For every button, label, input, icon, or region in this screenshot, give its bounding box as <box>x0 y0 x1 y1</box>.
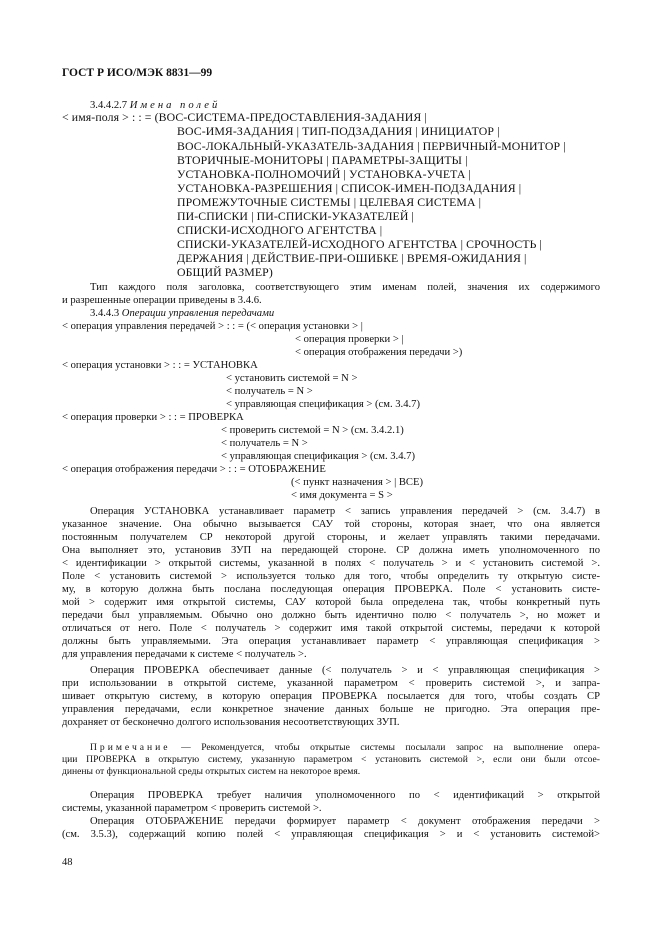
paragraph-line: му, в которую должна быть послана последующая операция ПРОВЕРКА. Поле < установить систе- <box>62 584 600 595</box>
paragraph-line: должны быть управляемыми. Эта операция устанавливает параметр < управляющая спецификация > <box>62 636 600 647</box>
paragraph-line: при использовании в открытой системе, указанной параметром < проверить системой >, и запра- <box>62 678 600 689</box>
section-title: Операции управления передачами <box>121 308 275 319</box>
grammar-line: УСТАНОВКА-ПОЛНОМОЧИЙ | УСТАНОВКА-УЧЕТА | <box>177 167 472 181</box>
paragraph-line: дохраняет от бесконечно долгого использования несоответствующих ЗУП. <box>62 717 400 728</box>
grammar-line: УСТАНОВКА-РАЗРЕШЕНИЯ | СПИСОК-ИМЕН-ПОДЗАДАНИЯ | <box>177 181 522 195</box>
grammar-line: < управляющая спецификация > (см. 3.4.7) <box>221 451 415 462</box>
page-number: 48 <box>62 857 73 868</box>
grammar-line: < установить системой = N > <box>226 373 358 384</box>
section-heading-transfer-ops <box>90 307 274 320</box>
grammar-line: < операция проверки > : : = ПРОВЕРКА <box>62 412 244 423</box>
section-number: 3.4.4.3 <box>90 308 120 319</box>
paragraph-line: Операция ПРОВЕРКА требует наличия уполномоченного по < идентификаций > открытой <box>90 790 600 801</box>
grammar-line: < получатель = N > <box>226 386 313 397</box>
grammar-line: ДЕРЖАНИЯ | ДЕЙСТВИЕ-ПРИ-ОШИБКЕ | ВРЕМЯ-ОЖИДАНИЯ | <box>177 251 527 265</box>
paragraph-line: Она выполняет это, установив ЗУП на передающей стороне. СР должна иметь уполномоченного по <box>62 545 600 556</box>
page-header: ГОСТ Р ИСО/МЭК 8831—99 <box>62 67 213 79</box>
grammar-line: ПРОМЕЖУТОЧНЫЕ СИСТЕМЫ | ЦЕЛЕВАЯ СИСТЕМА | <box>177 195 482 209</box>
grammar-line: < имя-поля > : : = (ВОС-СИСТЕМА-ПРЕДОСТАВЛЕНИЯ-ЗАДАНИЯ | <box>62 110 427 124</box>
grammar-line: < имя документа = S > <box>291 490 393 501</box>
grammar-line: СПИСКИ-УКАЗАТЕЛЕЙ-ИСХОДНОГО АГЕНТСТВА | СРОЧНОСТЬ | <box>177 237 543 251</box>
note-line: динены от функциональной среды открытых систем на некоторое время. <box>62 766 361 777</box>
note-text: — Рекомендуется, чтобы открытые системы посылали запрос на выполнение опера- <box>181 742 600 753</box>
grammar-line: < операция проверки > | <box>295 334 404 345</box>
paragraph-line: системы, указанной параметром < проверить системой >. <box>62 803 322 814</box>
paragraph-line: управления передачами, если конкретное значение данных больше не пригодно. Эта операция пре- <box>62 704 600 715</box>
grammar-line: ВОС-ЛОКАЛЬНЫЙ-УКАЗАТЕЛЬ-ЗАДАНИЯ | ПЕРВИЧНЫЙ-МОНИТОР | <box>177 139 566 153</box>
paragraph-line: < идентификации > открытой системы, указанной в полях < получатель > и < установить системой >. <box>62 558 600 569</box>
paragraph-line: Операция УСТАНОВКА устанавливает параметр < запись управления передачей > (см. 3.4.7) в <box>90 506 600 517</box>
grammar-line: < получатель = N > <box>221 438 308 449</box>
grammar-line: ОБЩИЙ РАЗМЕР) <box>177 265 273 279</box>
grammar-line: < управляющая спецификация > (см. 3.4.7) <box>226 399 420 410</box>
paragraph-line: Операция ПРОВЕРКА обеспечивает данные (< получатель > и < управляющая спецификация > <box>90 665 600 676</box>
paragraph-line: и разрешенные операции приведены в 3.4.6. <box>62 295 262 306</box>
paragraph-line: мой > содержит имя открытой системы, САУ которой была определена так, чтобы конкретный путь <box>62 597 600 608</box>
grammar-line: СПИСКИ-ИСХОДНОГО АГЕНТСТВА | <box>177 223 383 237</box>
paragraph-line: Поле < установить системой > используется только для того, чтобы определить ту открытую систе- <box>62 571 600 582</box>
paragraph-line: отличаться от него. Поле < получатель > содержит имя такой открытой системы, передачи к которой <box>62 623 600 634</box>
paragraph-line: (см. 3.5.3), содержащий копию полей < управляющая спецификация > и < установить системой> <box>62 829 600 840</box>
grammar-line: < операция управления передачей > : : = (< операция установки > | <box>62 321 363 332</box>
grammar-line: ВТОРИЧНЫЕ-МОНИТОРЫ | ПАРАМЕТРЫ-ЗАЩИТЫ | <box>177 153 468 167</box>
section-title: Имена полей <box>129 100 221 111</box>
grammar-line: (< пункт назначения > | ВСЕ) <box>291 477 423 488</box>
grammar-line: < проверить системой = N > (см. 3.4.2.1) <box>221 425 404 436</box>
note-line <box>90 742 600 754</box>
note-label: Примечание <box>90 742 171 753</box>
grammar-line: < операция установки > : : = УСТАНОВКА <box>62 360 258 371</box>
paragraph-line: шивает открытую систему, в которую операция ПРОВЕРКА посылается для того, чтобы создать СР <box>62 691 600 702</box>
paragraph-line: Операция ОТОБРАЖЕНИЕ передачи формирует параметр < документ отображения передачи > <box>90 816 600 827</box>
paragraph-line: передачи был управляемым. Обычно оно должно быть идентично полю < получатель >, но может и <box>62 610 600 621</box>
section-number: 3.4.4.2.7 <box>90 100 128 111</box>
grammar-line: < операция отображения передачи > : : = ОТОБРАЖЕНИЕ <box>62 464 326 475</box>
grammar-line: < операция отображения передачи >) <box>295 347 463 358</box>
paragraph-line: для управления передачами к системе < получатель >. <box>62 649 307 660</box>
paragraph-line: указанное значение. Она обычно вызывается САУ той стороны, которая знает, что она является <box>62 519 600 530</box>
note-line: ции ПРОВЕРКА в открытую систему, указанную параметром < установить системой >, если они были отсое- <box>62 754 600 765</box>
paragraph-line: Тип каждого поля заголовка, соответствующего этим именам полей, значения их содержимого <box>90 282 600 293</box>
grammar-line: ВОС-ИМЯ-ЗАДАНИЯ | ТИП-ПОДЗАДАНИЯ | ИНИЦИАТОР | <box>177 124 500 138</box>
grammar-line: ПИ-СПИСКИ | ПИ-СПИСКИ-УКАЗАТЕЛЕЙ | <box>177 209 414 223</box>
paragraph-line: постоянным получателем СР некоторой другой стороны, и желает управлять такими передачами. <box>62 532 600 543</box>
